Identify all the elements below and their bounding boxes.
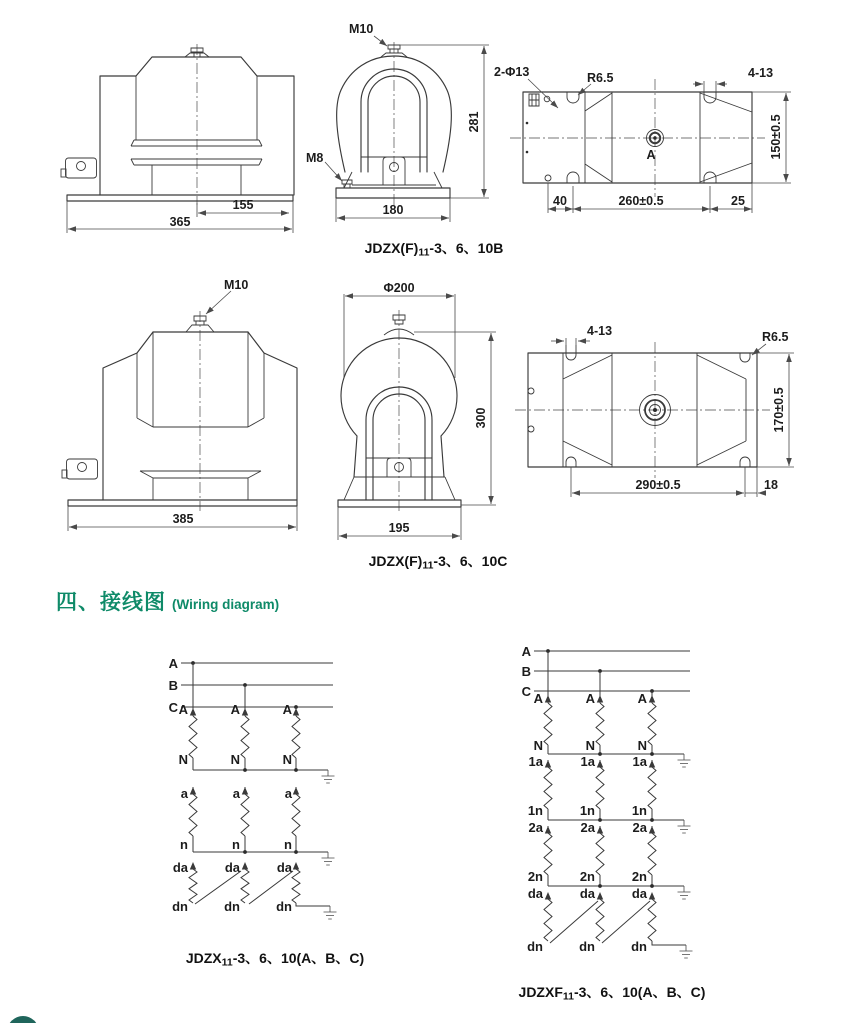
dim-385: 385 (172, 512, 194, 526)
caption-model-b: JDZX(F)11-3、6、10B (364, 240, 504, 259)
sec1-start-label: 1a (580, 754, 595, 769)
sec2-bus (548, 875, 684, 886)
primary-start-label: A (178, 702, 188, 717)
phase-c-label: C (521, 684, 531, 699)
sec2-start-label: da (172, 860, 188, 875)
sec2-start-label: 2a (528, 820, 543, 835)
ground-symbol (678, 754, 691, 767)
model-c-side-view (338, 281, 496, 540)
primary-start-label: A (282, 702, 292, 717)
neutral-bus (193, 758, 328, 770)
phase-c-label: C (168, 700, 178, 715)
open-delta-links (550, 901, 650, 943)
sec1-end-label: 1n (631, 803, 647, 818)
model-c-front-view (62, 278, 297, 531)
outline (523, 92, 752, 183)
primary-end-label: N (282, 752, 292, 767)
dim-195: 195 (388, 521, 410, 535)
label-a: A (646, 148, 656, 162)
ground-symbol (678, 886, 691, 899)
caption-wiring-left: JDZX11-3、6、10(A、B、C) (185, 950, 365, 969)
sec1-bus (548, 809, 684, 820)
sec2-end-label: 2n (579, 869, 595, 884)
dim-180: 180 (382, 203, 404, 217)
label-m10: M10 (224, 278, 249, 292)
label-r65: R6.5 (762, 330, 789, 344)
sec1-end-label: n (232, 837, 240, 852)
model-c-top-view (515, 324, 794, 497)
tray-detail (140, 471, 261, 500)
dim-25: 25 (731, 194, 745, 208)
m8-leader (325, 162, 342, 181)
body-detail (131, 76, 262, 195)
sec3-end-label: dn (631, 939, 647, 954)
sec1-end-label: 1n (527, 803, 543, 818)
dim-365: 365 (169, 215, 191, 229)
sec1-start-label: a (180, 786, 188, 801)
base-plate (338, 500, 461, 507)
primary-start-label: A (585, 691, 595, 706)
sec2-end-label: dn (224, 899, 240, 914)
sec3-start-label: da (631, 886, 647, 901)
primary-start-label: A (230, 702, 240, 717)
model-b-top-view (494, 65, 791, 213)
dim-18: 18 (764, 478, 778, 492)
label-4-13: 4-13 (587, 324, 613, 338)
body-detail (137, 332, 264, 427)
sec1-start-label: a (232, 786, 240, 801)
sec1-end-label: 1n (579, 803, 595, 818)
hole-phi13 (545, 175, 551, 181)
dim-290: 290±0.5 (635, 478, 681, 492)
sec1-end-label: n (180, 837, 188, 852)
primary-end-label: N (585, 738, 595, 753)
slot-extension (704, 81, 716, 92)
sec2-start-label: da (224, 860, 240, 875)
m10-leader (374, 36, 387, 46)
sec2-start-label: da (276, 860, 292, 875)
dim-phi200: Φ200 (383, 281, 415, 295)
dot (526, 151, 529, 154)
bracket-hole (78, 463, 87, 472)
primary-end-label: N (178, 752, 188, 767)
dim-150: 150±0.5 (769, 114, 783, 160)
ground-symbol (322, 852, 335, 865)
mount-slots (566, 345, 750, 467)
center-boss-dot (653, 408, 657, 412)
r65-leader (578, 84, 591, 95)
body-contours (585, 92, 752, 183)
sec2-end-label: dn (276, 899, 292, 914)
sec3-end-label: dn (579, 939, 595, 954)
caption-model-c: JDZX(F)11-3、6、10C (368, 553, 508, 572)
dim-155: 155 (232, 198, 254, 212)
sec1-bus (193, 836, 328, 852)
m10-leader (206, 291, 231, 314)
sec3-start-label: da (579, 886, 595, 901)
primary-start-label: A (637, 691, 647, 706)
small-hole (528, 388, 534, 394)
mount-slots (567, 92, 716, 183)
sec2-end-label: 2n (527, 869, 543, 884)
sec3-ground-wire (652, 941, 686, 945)
dot (526, 122, 529, 125)
dim-281: 281 (467, 111, 481, 133)
section-heading-en: (Wiring diagram) (172, 597, 280, 612)
dim-300: 300 (474, 407, 488, 429)
caption-wiring-right: JDZXF11-3、6、10(A、B、C) (518, 984, 706, 1003)
sec2-end-label: dn (172, 899, 188, 914)
mount-bracket (66, 158, 97, 178)
neutral-bus (548, 745, 684, 754)
primary-start-label: A (533, 691, 543, 706)
extension-lines-dia (344, 294, 455, 378)
label-2phi13: 2-Φ13 (494, 65, 530, 79)
dim-260: 260±0.5 (618, 194, 664, 208)
ground-symbol (324, 906, 337, 919)
phase-lines (181, 663, 333, 707)
wiring-diagram-right (519, 644, 706, 1003)
center-boss-dot (653, 136, 657, 140)
sec1-start-label: a (284, 786, 292, 801)
small-hole (528, 426, 534, 432)
sec2-start-label: 2a (580, 820, 595, 835)
phase-a-label: A (168, 656, 178, 671)
dim-170: 170±0.5 (772, 387, 786, 433)
centerlines (515, 342, 770, 478)
section-heading-zh: 四、接线图 (56, 591, 166, 614)
holes-leader (528, 79, 558, 108)
base-plate (336, 188, 450, 198)
mount-bracket (67, 459, 98, 479)
ground-symbol (322, 770, 335, 783)
ground-symbol (678, 820, 691, 833)
sec1-end-label: n (284, 837, 292, 852)
ground-symbol (680, 945, 693, 958)
wiring-diagram-left (169, 656, 365, 969)
base-plate (67, 195, 293, 201)
label-m10: M10 (349, 22, 374, 36)
bracket-hole (77, 162, 86, 171)
sec2-ground-wire (296, 903, 330, 906)
sec1-start-label: 1a (528, 754, 543, 769)
sec2-end-label: 2n (631, 869, 647, 884)
primary-end-label: N (533, 738, 543, 753)
model-b-side-view (306, 22, 489, 222)
phase-a-label: A (521, 644, 531, 659)
label-r65: R6.5 (587, 71, 614, 85)
phase-b-label: B (168, 678, 178, 693)
section-heading (56, 586, 279, 616)
primary-end-label: N (230, 752, 240, 767)
label-m8: M8 (306, 151, 324, 165)
phase-lines (534, 651, 690, 691)
label-4-13: 4-13 (748, 66, 774, 80)
base-detail (344, 458, 455, 500)
phase-b-label: B (521, 664, 531, 679)
terminal-block (529, 94, 539, 106)
primary-end-label: N (637, 738, 647, 753)
slot-extension (566, 338, 576, 345)
dim-40: 40 (553, 194, 567, 208)
base-plate (68, 500, 297, 506)
sec2-start-label: 2a (632, 820, 647, 835)
sec1-start-label: 1a (632, 754, 647, 769)
sec3-start-label: da (527, 886, 543, 901)
primary-drops (193, 663, 296, 716)
model-b-front-view (61, 44, 294, 233)
sec3-end-label: dn (527, 939, 543, 954)
